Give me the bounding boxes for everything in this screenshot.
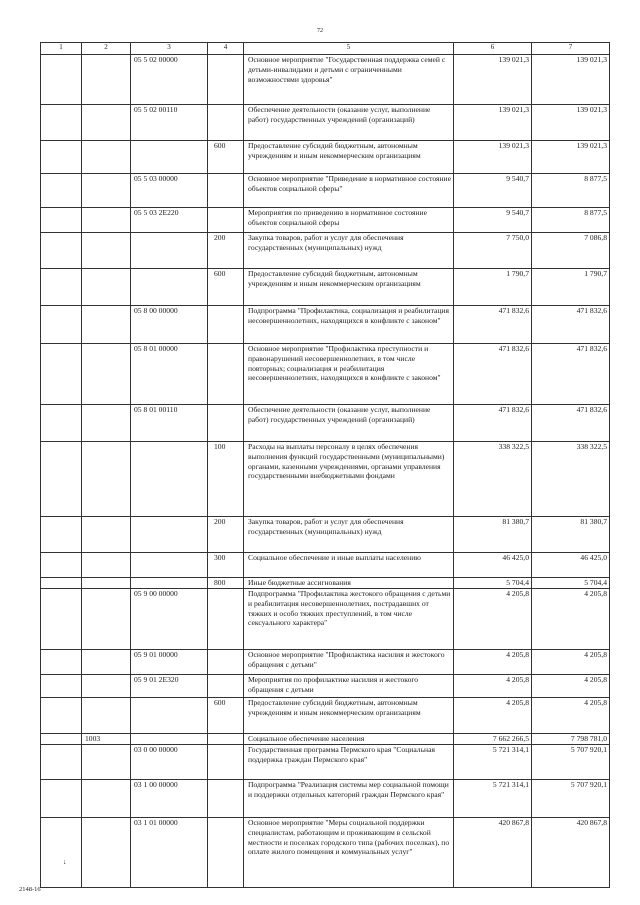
table-row: [41, 517, 610, 553]
amount-cell: 81 380,7: [532, 517, 610, 553]
code-cell: [131, 442, 208, 517]
page-number: 72: [317, 28, 323, 34]
code-cell: [131, 553, 208, 578]
code-cell: [131, 233, 208, 269]
code-cell: [82, 553, 131, 578]
code-cell: [41, 818, 82, 888]
code-cell: [131, 269, 208, 306]
code-cell: [131, 698, 208, 734]
row-name-cell: Основное мероприятие "Профилактика преступности и правонарушений несовершеннолетних, в том числе повторных; социализация и реабилитация несовершеннолетних, находящихся в конфликте с законом": [244, 344, 454, 405]
code-cell: [82, 578, 131, 589]
amount-cell: 420 867,8: [532, 818, 610, 888]
amount-cell: 7 798 781,0: [532, 734, 610, 745]
amount-cell: 4 205,8: [532, 589, 610, 650]
table-row: [41, 141, 610, 174]
code-cell: [82, 698, 131, 734]
row-name-cell: Обеспечение деятельности (оказание услуг, выполнение работ) государственных учреждений (организаций): [244, 105, 454, 141]
code-cell: 05 5 02 00000: [131, 55, 208, 105]
row-name-cell: Социальное обеспечение населения: [244, 734, 454, 745]
code-cell: [41, 269, 82, 306]
code-cell: 05 5 03 00000: [131, 174, 208, 208]
code-cell: [41, 780, 82, 818]
code-cell: [208, 344, 244, 405]
amount-cell: 8 877,5: [532, 208, 610, 233]
header-cell: 5: [244, 43, 454, 55]
code-cell: 03 1 01 00000: [131, 818, 208, 888]
row-name-cell: Основное мероприятие "Государственная поддержка семей с детьми-инвалидами и детьми с ограниченными возможностями здоровья": [244, 55, 454, 105]
amount-cell: 471 832,6: [454, 405, 532, 442]
table-row: [41, 698, 610, 734]
row-name-cell: Подпрограмма "Профилактика, социализация и реабилитация несовершеннолетних, находящихся в конфликте с законом": [244, 306, 454, 344]
code-cell: [208, 818, 244, 888]
amount-cell: 139 021,3: [454, 141, 532, 174]
table-row: [41, 734, 610, 745]
code-cell: [208, 105, 244, 141]
table-row: [41, 745, 610, 780]
amount-cell: 9 540,7: [454, 208, 532, 233]
amount-cell: 471 832,6: [532, 306, 610, 344]
table-row: [41, 105, 610, 141]
code-cell: [41, 306, 82, 344]
code-cell: [41, 578, 82, 589]
code-cell: [41, 174, 82, 208]
code-cell: [82, 517, 131, 553]
code-cell: [82, 55, 131, 105]
table-row: [41, 269, 610, 306]
code-cell: [208, 208, 244, 233]
code-cell: [41, 442, 82, 517]
code-cell: [131, 141, 208, 174]
code-cell: [41, 141, 82, 174]
table-row: [41, 233, 610, 269]
code-cell: [82, 306, 131, 344]
table-row: [41, 675, 610, 698]
header-cell: 2: [82, 43, 131, 55]
table-row: [41, 174, 610, 208]
code-cell: [41, 517, 82, 553]
header-cell: 7: [532, 43, 610, 55]
code-cell: [208, 675, 244, 698]
code-cell: [208, 650, 244, 675]
code-cell: 600: [208, 698, 244, 734]
amount-cell: 139 021,3: [454, 105, 532, 141]
row-name-cell: Подпрограмма "Реализация системы мер социальной помощи и поддержки отдельных категорий граждан Пермского края": [244, 780, 454, 818]
amount-cell: 338 322,5: [454, 442, 532, 517]
amount-cell: 471 832,6: [532, 344, 610, 405]
code-cell: [208, 405, 244, 442]
amount-cell: 471 832,6: [454, 306, 532, 344]
code-cell: 1003: [82, 734, 131, 745]
amount-cell: 4 205,8: [532, 650, 610, 675]
code-cell: 100: [208, 442, 244, 517]
code-cell: 05 8 01 00110: [131, 405, 208, 442]
amount-cell: 4 205,8: [454, 698, 532, 734]
code-cell: 05 9 01 00000: [131, 650, 208, 675]
code-cell: 200: [208, 517, 244, 553]
row-name-cell: Закупка товаров, работ и услуг для обеспечения государственных (муниципальных) нужд: [244, 517, 454, 553]
amount-cell: 338 322,5: [532, 442, 610, 517]
amount-cell: 471 832,6: [454, 344, 532, 405]
row-name-cell: Предоставление субсидий бюджетным, автономным учреждениям и иным некоммерческим организациям: [244, 698, 454, 734]
code-cell: 03 1 00 00000: [131, 780, 208, 818]
amount-cell: 46 425,0: [454, 553, 532, 578]
row-name-cell: Обеспечение деятельности (оказание услуг, выполнение работ) государственных учреждений (организаций): [244, 405, 454, 442]
code-cell: [131, 734, 208, 745]
code-cell: [82, 208, 131, 233]
header-row: [41, 43, 610, 55]
amount-cell: 8 877,5: [532, 174, 610, 208]
code-cell: 05 8 01 00000: [131, 344, 208, 405]
table-row: [41, 818, 610, 888]
code-cell: [82, 141, 131, 174]
table-row: [41, 553, 610, 578]
amount-cell: 4 205,8: [532, 675, 610, 698]
code-cell: 05 9 00 00000: [131, 589, 208, 650]
code-cell: [41, 208, 82, 233]
code-cell: [41, 650, 82, 675]
code-cell: [208, 745, 244, 780]
code-cell: 300: [208, 553, 244, 578]
amount-cell: 139 021,3: [532, 141, 610, 174]
amount-cell: 1 790,7: [454, 269, 532, 306]
row-name-cell: Социальное обеспечение и иные выплаты населению: [244, 553, 454, 578]
row-name-cell: Предоставление субсидий бюджетным, автономным учреждениям и иным некоммерческим организациям: [244, 141, 454, 174]
row-name-cell: Иные бюджетные ассигнования: [244, 578, 454, 589]
code-cell: 200: [208, 233, 244, 269]
code-cell: [208, 306, 244, 344]
table-row: [41, 442, 610, 517]
table-row: [41, 344, 610, 405]
code-cell: [82, 442, 131, 517]
amount-cell: 7 662 266,5: [454, 734, 532, 745]
code-cell: [41, 344, 82, 405]
amount-cell: 5 721 314,1: [454, 745, 532, 780]
amount-cell: 7 750,0: [454, 233, 532, 269]
code-cell: [82, 745, 131, 780]
amount-cell: 4 205,8: [454, 675, 532, 698]
code-cell: 800: [208, 578, 244, 589]
amount-cell: 139 021,3: [532, 55, 610, 105]
code-cell: 05 5 02 00110: [131, 105, 208, 141]
amount-cell: 420 867,8: [454, 818, 532, 888]
header-cell: 4: [208, 43, 244, 55]
amount-cell: 46 425,0: [532, 553, 610, 578]
code-cell: [41, 745, 82, 780]
amount-cell: 139 021,3: [454, 55, 532, 105]
amount-cell: 5 704,4: [454, 578, 532, 589]
code-cell: [82, 675, 131, 698]
code-cell: [208, 589, 244, 650]
row-name-cell: Расходы на выплаты персоналу в целях обеспечения выполнения функций государственными (муниципальными) органами, казенными учреждениями, органами управления государственными внебюджетными фондами: [244, 442, 454, 517]
code-cell: [41, 589, 82, 650]
amount-cell: 1 790,7: [532, 269, 610, 306]
code-cell: 03 0 00 00000: [131, 745, 208, 780]
code-cell: [82, 589, 131, 650]
amount-cell: 5 704,4: [532, 578, 610, 589]
code-cell: [82, 269, 131, 306]
code-cell: [41, 405, 82, 442]
stray-mark: ↓: [63, 858, 67, 866]
code-cell: [82, 105, 131, 141]
amount-cell: 4 205,8: [454, 650, 532, 675]
row-name-cell: Мероприятия по профилактике насилия и жестокого обращения с детьми: [244, 675, 454, 698]
code-cell: [41, 553, 82, 578]
code-cell: [208, 174, 244, 208]
row-name-cell: Предоставление субсидий бюджетным, автономным учреждениям и иным некоммерческим организациям: [244, 269, 454, 306]
code-cell: [82, 405, 131, 442]
code-cell: [82, 344, 131, 405]
code-cell: [41, 675, 82, 698]
code-cell: [82, 174, 131, 208]
code-cell: [41, 105, 82, 141]
code-cell: [131, 578, 208, 589]
code-cell: [208, 734, 244, 745]
amount-cell: 4 205,8: [532, 698, 610, 734]
footer-code: 2148-16: [19, 886, 41, 893]
row-name-cell: Мероприятия по приведению в нормативное состояние объектов социальной сферы: [244, 208, 454, 233]
code-cell: [208, 55, 244, 105]
code-cell: 05 8 00 00000: [131, 306, 208, 344]
code-cell: [41, 55, 82, 105]
code-cell: [82, 650, 131, 675]
code-cell: [41, 734, 82, 745]
row-name-cell: Основное мероприятие "Приведение в нормативное состояние объектов социальной сферы": [244, 174, 454, 208]
table-row: [41, 405, 610, 442]
code-cell: [82, 818, 131, 888]
row-name-cell: Закупка товаров, работ и услуг для обеспечения государственных (муниципальных) нужд: [244, 233, 454, 269]
code-cell: [82, 233, 131, 269]
table-row: [41, 306, 610, 344]
budget-table: [40, 42, 610, 888]
code-cell: 600: [208, 269, 244, 306]
table-row: [41, 55, 610, 105]
amount-cell: 139 021,3: [532, 105, 610, 141]
table-row: [41, 589, 610, 650]
amount-cell: 4 205,8: [454, 589, 532, 650]
row-name-cell: Основное мероприятие "Профилактика насилия и жестокого обращения с детьми": [244, 650, 454, 675]
amount-cell: 5 707 920,1: [532, 745, 610, 780]
amount-cell: 7 086,8: [532, 233, 610, 269]
row-name-cell: Основное мероприятие "Меры социальной поддержки специалистам, работающим и проживающим в сельской местности и поселках городского типа (рабочих поселках), по оплате жилого помещения и коммунальных услуг": [244, 818, 454, 888]
row-name-cell: Государственная программа Пермского края "Социальная поддержка граждан Пермского края": [244, 745, 454, 780]
code-cell: 600: [208, 141, 244, 174]
code-cell: 05 9 01 2Е320: [131, 675, 208, 698]
amount-cell: 5 707 920,1: [532, 780, 610, 818]
table-row: [41, 650, 610, 675]
amount-cell: 471 832,6: [532, 405, 610, 442]
amount-cell: 5 721 314,1: [454, 780, 532, 818]
header-cell: 6: [454, 43, 532, 55]
code-cell: [208, 780, 244, 818]
code-cell: [131, 517, 208, 553]
amount-cell: 81 380,7: [454, 517, 532, 553]
header-cell: 1: [41, 43, 82, 55]
amount-cell: 9 540,7: [454, 174, 532, 208]
code-cell: [82, 780, 131, 818]
row-name-cell: Подпрограмма "Профилактика жестокого обращения с детьми и реабилитация несовершеннолетних, пострадавших от тяжких и особо тяжких преступлений, в том числе сексуального характера": [244, 589, 454, 650]
table-row: [41, 780, 610, 818]
table-row: [41, 578, 610, 589]
code-cell: [41, 698, 82, 734]
table-row: [41, 208, 610, 233]
code-cell: [41, 233, 82, 269]
code-cell: 05 5 03 2Е220: [131, 208, 208, 233]
header-cell: 3: [131, 43, 208, 55]
